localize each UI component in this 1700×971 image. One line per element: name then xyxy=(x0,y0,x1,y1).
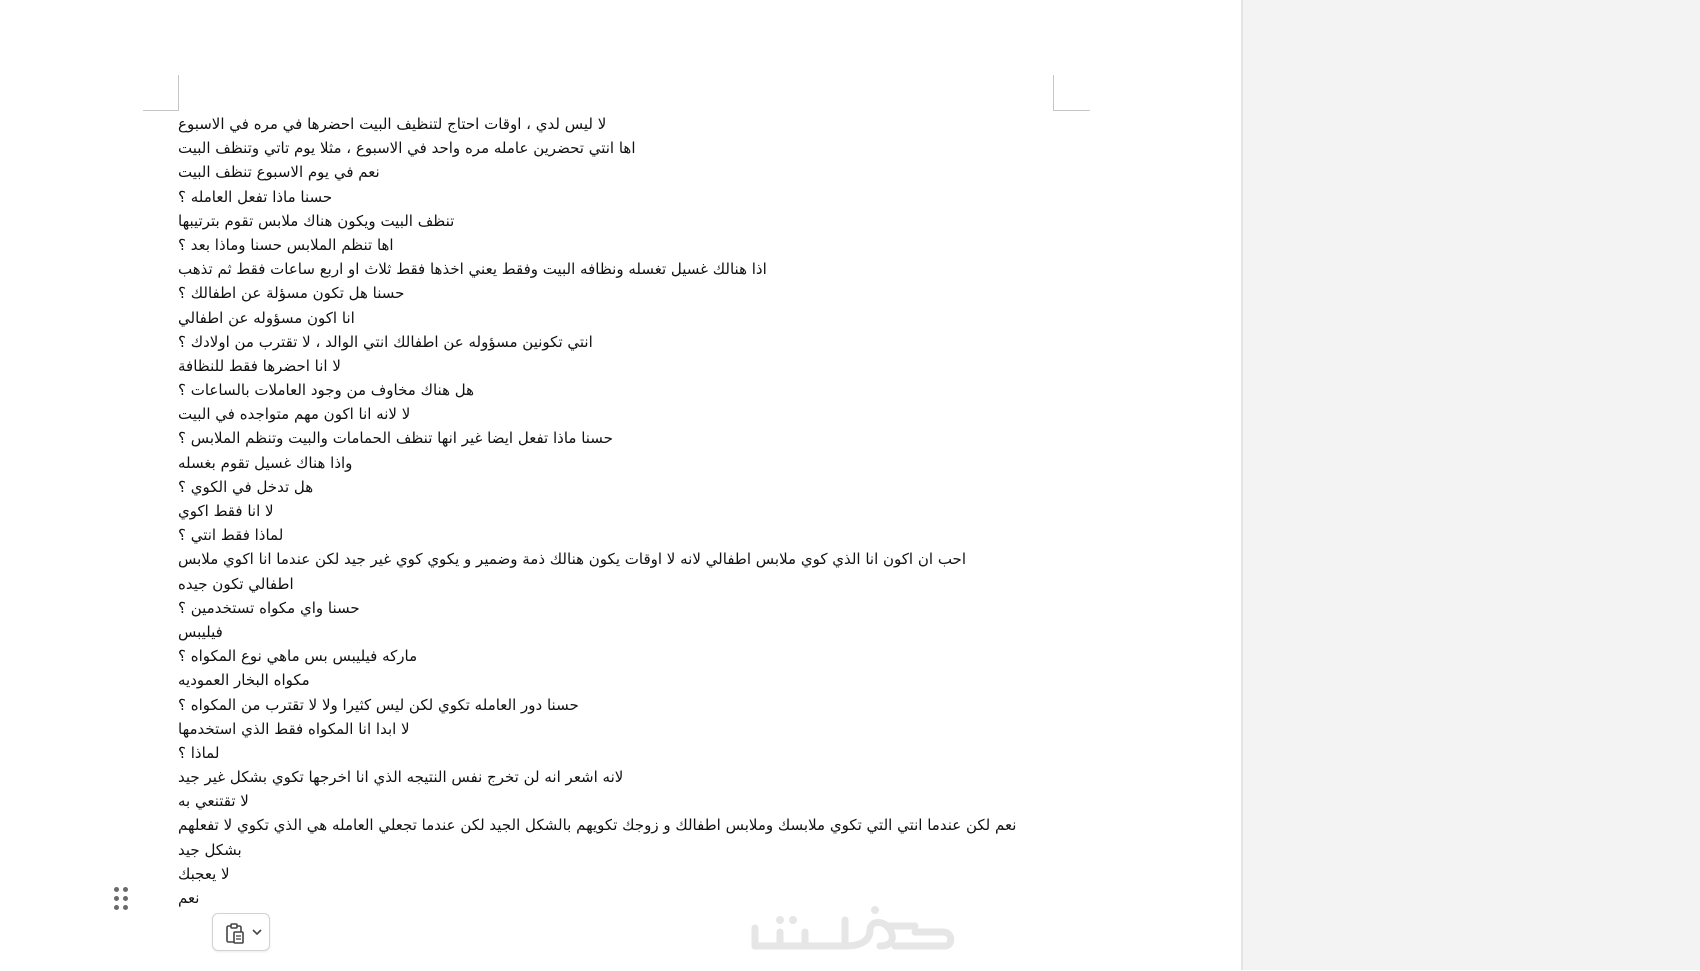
drag-handle-icon[interactable] xyxy=(112,885,132,913)
text-line[interactable]: لماذا ؟ xyxy=(178,743,220,762)
text-line[interactable]: اها تنظم الملابس حسنا وماذا بعد ؟ xyxy=(178,235,394,254)
watermark-logo-graphic xyxy=(745,898,960,958)
clipboard-icon xyxy=(223,921,247,945)
text-line[interactable]: واذا هناك غسيل تقوم بغسله xyxy=(178,453,353,472)
document-text-body[interactable] xyxy=(178,112,1068,910)
text-line[interactable]: حسنا ماذا تفعل ايضا غير انها تنظف الحمامات والبيت وتنظم الملابس ؟ xyxy=(178,429,613,448)
text-line[interactable]: اطفالي تكون جيده xyxy=(178,574,294,593)
text-line[interactable]: انتي تكونين مسؤوله عن اطفالك انتي الوالد ، لا تقترب من اولادك ؟ xyxy=(178,332,593,351)
text-line[interactable]: حسنا دور العامله تكوي لكن ليس كثيرا ولا لا تقترب من المكواه ؟ xyxy=(178,695,579,714)
text-line[interactable]: بشكل جيد xyxy=(178,840,242,859)
text-line[interactable]: لا يعجبك xyxy=(178,864,230,883)
text-line[interactable]: حسنا هل تكون مسؤلة عن اطفالك ؟ xyxy=(178,284,405,303)
text-line[interactable]: لا لانه انا اكون مهم متواجده في البيت xyxy=(178,405,411,424)
text-line[interactable]: اها انتي تحضرين عامله مره واحد في الاسبوع ، مثلا يوم تاتي وتنظف البيت xyxy=(178,139,636,158)
text-line[interactable]: هل تدخل في الكوي ؟ xyxy=(178,477,314,496)
margin-mark-top-right-horizontal xyxy=(1053,110,1090,111)
text-line[interactable]: تنظف البيت ويكون هناك ملابس تقوم بترتيبها xyxy=(178,211,455,230)
text-line[interactable]: حسنا واي مكواه تستخدمين ؟ xyxy=(178,598,360,617)
text-line[interactable]: لا انا فقط اكوي xyxy=(178,502,274,520)
text-line[interactable]: فيليبس xyxy=(178,622,223,641)
text-line[interactable]: ماركه فيليبس بس ماهي نوع المكواه ؟ xyxy=(178,647,418,666)
text-line[interactable]: لا تقتنعي به xyxy=(178,792,249,811)
text-line[interactable]: نعم لكن عندما انتي التي تكوي ملابسك وملابس اطفالك و زوجك تكويهم بالشكل الجيد لكن عندما تجعلي العامله هي الذي تكوي لا تفعلهم xyxy=(178,816,1017,835)
margin-mark-top-right xyxy=(1053,75,1054,110)
text-line[interactable]: لانه اشعر انه لن تخرج نفس النتيجه الذي انا اخرجها تكوي بشكل غير جيد xyxy=(178,768,624,787)
watermark-logo xyxy=(745,898,960,958)
text-line[interactable]: اذا هنالك غسيل تغسله ونظافه البيت وفقط يعني اخذها فقط ثلاث او اربع ساعات فقط ثم تذهب xyxy=(178,260,767,279)
text-line[interactable]: لا انا احضرها فقط للنظافة xyxy=(178,356,341,375)
text-line[interactable]: احب ان اكون انا الذي كوي ملابس اطفالي لانه لا اوقات يكون هنالك ذمة وضمير و يكوي كوي غير جيد لكن عندما انا اكوي ملابس xyxy=(178,550,966,569)
text-line[interactable]: انا اكون مسؤوله عن اطفالي xyxy=(178,308,355,327)
text-line[interactable]: حسنا ماذا تفعل العامله ؟ xyxy=(178,187,333,206)
text-line[interactable]: نعم xyxy=(178,889,200,907)
chevron-down-icon xyxy=(251,927,263,937)
margin-mark-top-left-horizontal xyxy=(143,110,179,111)
text-line[interactable]: لا ابدا انا المكواه فقط الذي استخدمها xyxy=(178,719,410,738)
margin-mark-top-left xyxy=(178,75,179,110)
text-line[interactable]: نعم في يوم الاسبوع تنظف البيت xyxy=(178,163,380,182)
text-line[interactable]: لماذا فقط انتي ؟ xyxy=(178,526,284,545)
text-line[interactable]: مكواه البخار العموديه xyxy=(178,671,310,690)
side-panel xyxy=(1241,0,1700,970)
text-line[interactable]: لا ليس لدي ، اوقات احتاج لتنظيف البيت احضرها في مره في الاسبوع xyxy=(178,115,607,133)
text-line[interactable]: هل هناك مخاوف من وجود العاملات بالساعات ؟ xyxy=(178,381,475,400)
paste-options-button[interactable] xyxy=(212,913,270,951)
